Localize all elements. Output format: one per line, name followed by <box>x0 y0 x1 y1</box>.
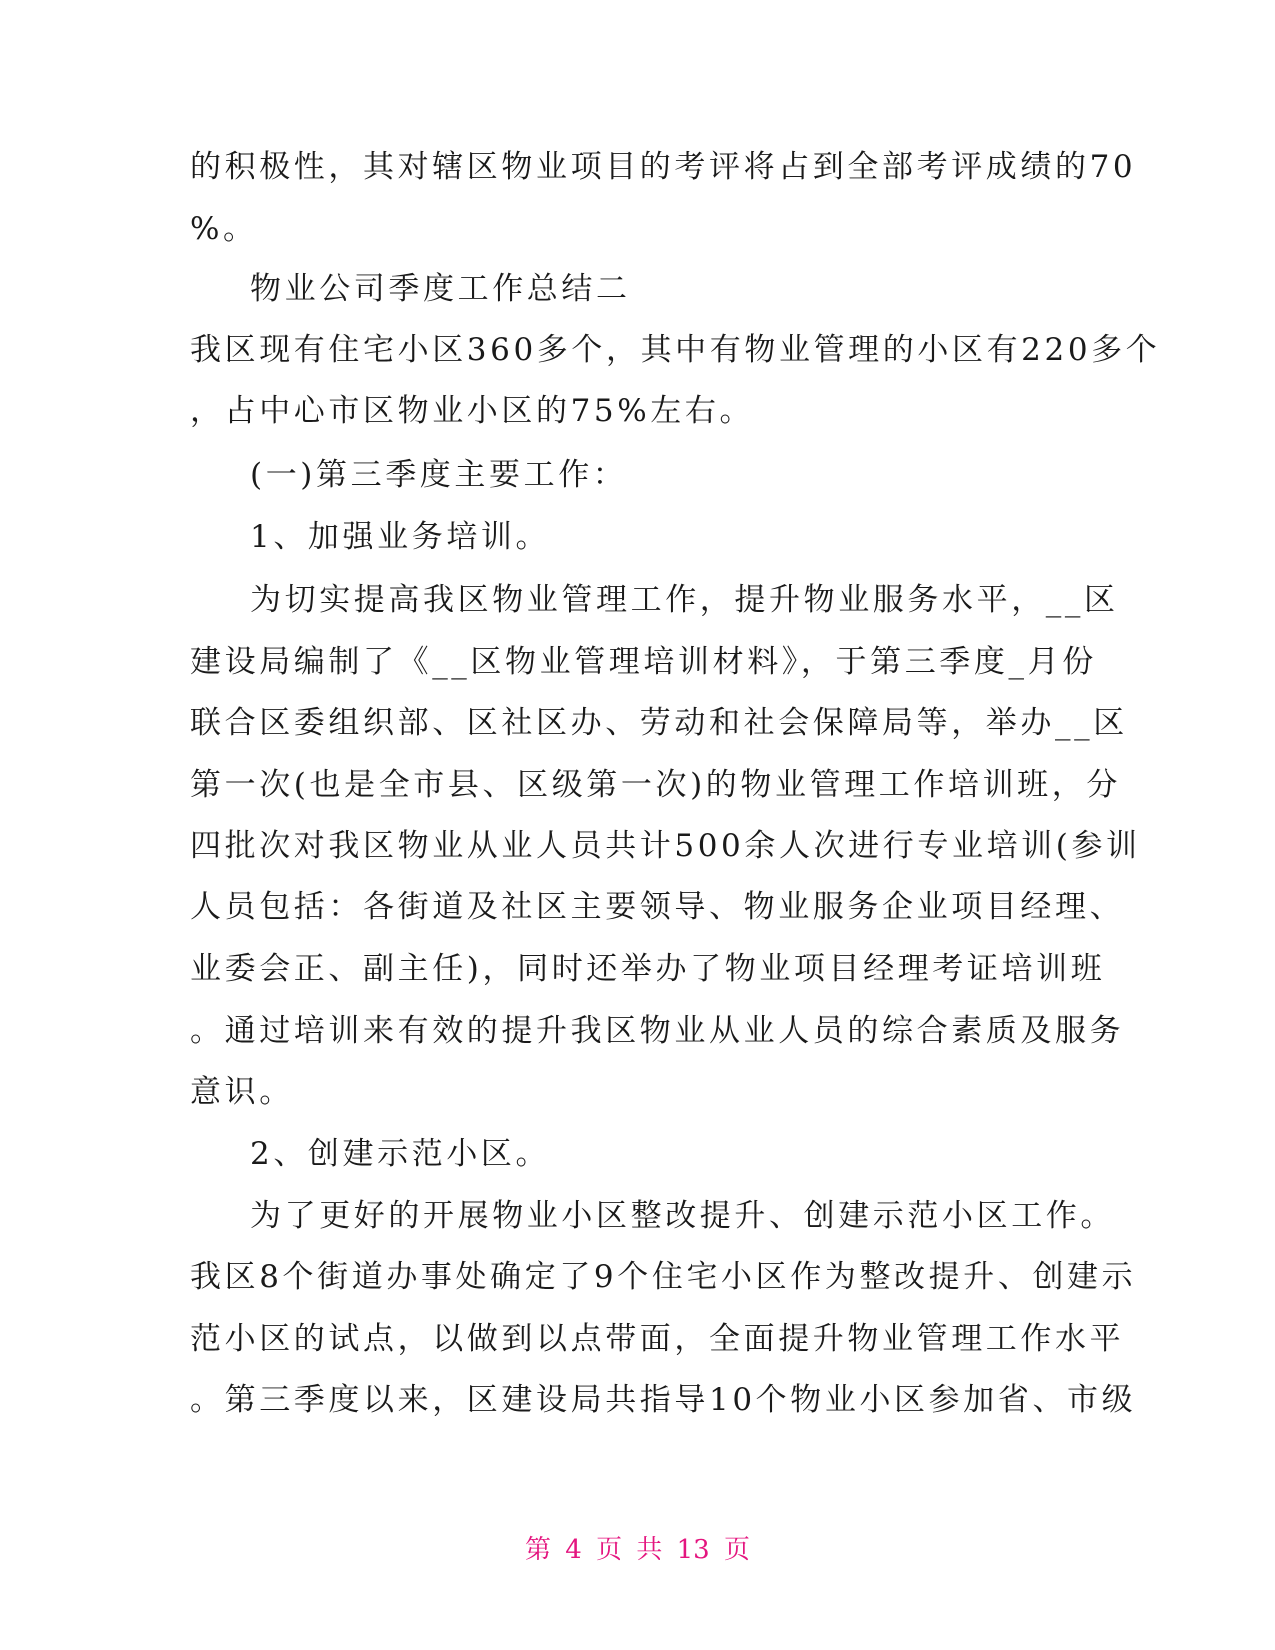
text-line: 联合区委组织部、区社区办、劳动和社会保障局等，举办__区 <box>190 705 1128 741</box>
text-line: %。 <box>190 211 258 247</box>
text-line: 四批次对我区物业从业人员共计500余人次进行专业培训(参训 <box>190 828 1141 864</box>
text-line: 业委会正、副主任)，同时还举办了物业项目经理考证培训班 <box>190 951 1106 987</box>
section-heading: 物业公司季度工作总结二 <box>250 271 631 307</box>
text-line: 我区8个街道办事处确定了9个住宅小区作为整改提升、创建示 <box>190 1259 1137 1295</box>
text-line: 为了更好的开展物业小区整改提升、创建示范小区工作。 <box>250 1198 1115 1234</box>
text-line: ，占中心市区物业小区的75%左右。 <box>190 393 755 429</box>
page-number-footer: 第 4 页 共 13 页 <box>525 1535 750 1565</box>
text-line: 建设局编制了《__区物业管理培训材料》，于第三季度_月份 <box>190 644 1097 680</box>
text-line: 第一次(也是全市县、区级第一次)的物业管理工作培训班，分 <box>190 767 1121 803</box>
text-line: 意识。 <box>190 1074 294 1110</box>
text-line: 的积极性，其对辖区物业项目的考评将占到全部考评成绩的70 <box>190 149 1137 185</box>
text-line: 人员包括：各街道及社区主要领导、物业服务企业项目经理、 <box>190 889 1125 925</box>
text-line: 为切实提高我区物业管理工作，提升物业服务水平，__区 <box>250 582 1119 618</box>
text-line: 。通过培训来有效的提升我区物业从业人员的综合素质及服务 <box>190 1013 1125 1049</box>
text-line: 我区现有住宅小区360多个，其中有物业管理的小区有220多个 <box>190 332 1161 368</box>
item-heading: 2、创建示范小区。 <box>250 1136 551 1172</box>
item-heading: 1、加强业务培训。 <box>250 519 551 555</box>
text-line: 。第三季度以来，区建设局共指导10个物业小区参加省、市级 <box>190 1382 1137 1418</box>
text-line: 范小区的试点，以做到以点带面，全面提升物业管理工作水平 <box>190 1321 1125 1357</box>
subsection-heading: (一)第三季度主要工作： <box>250 457 628 493</box>
